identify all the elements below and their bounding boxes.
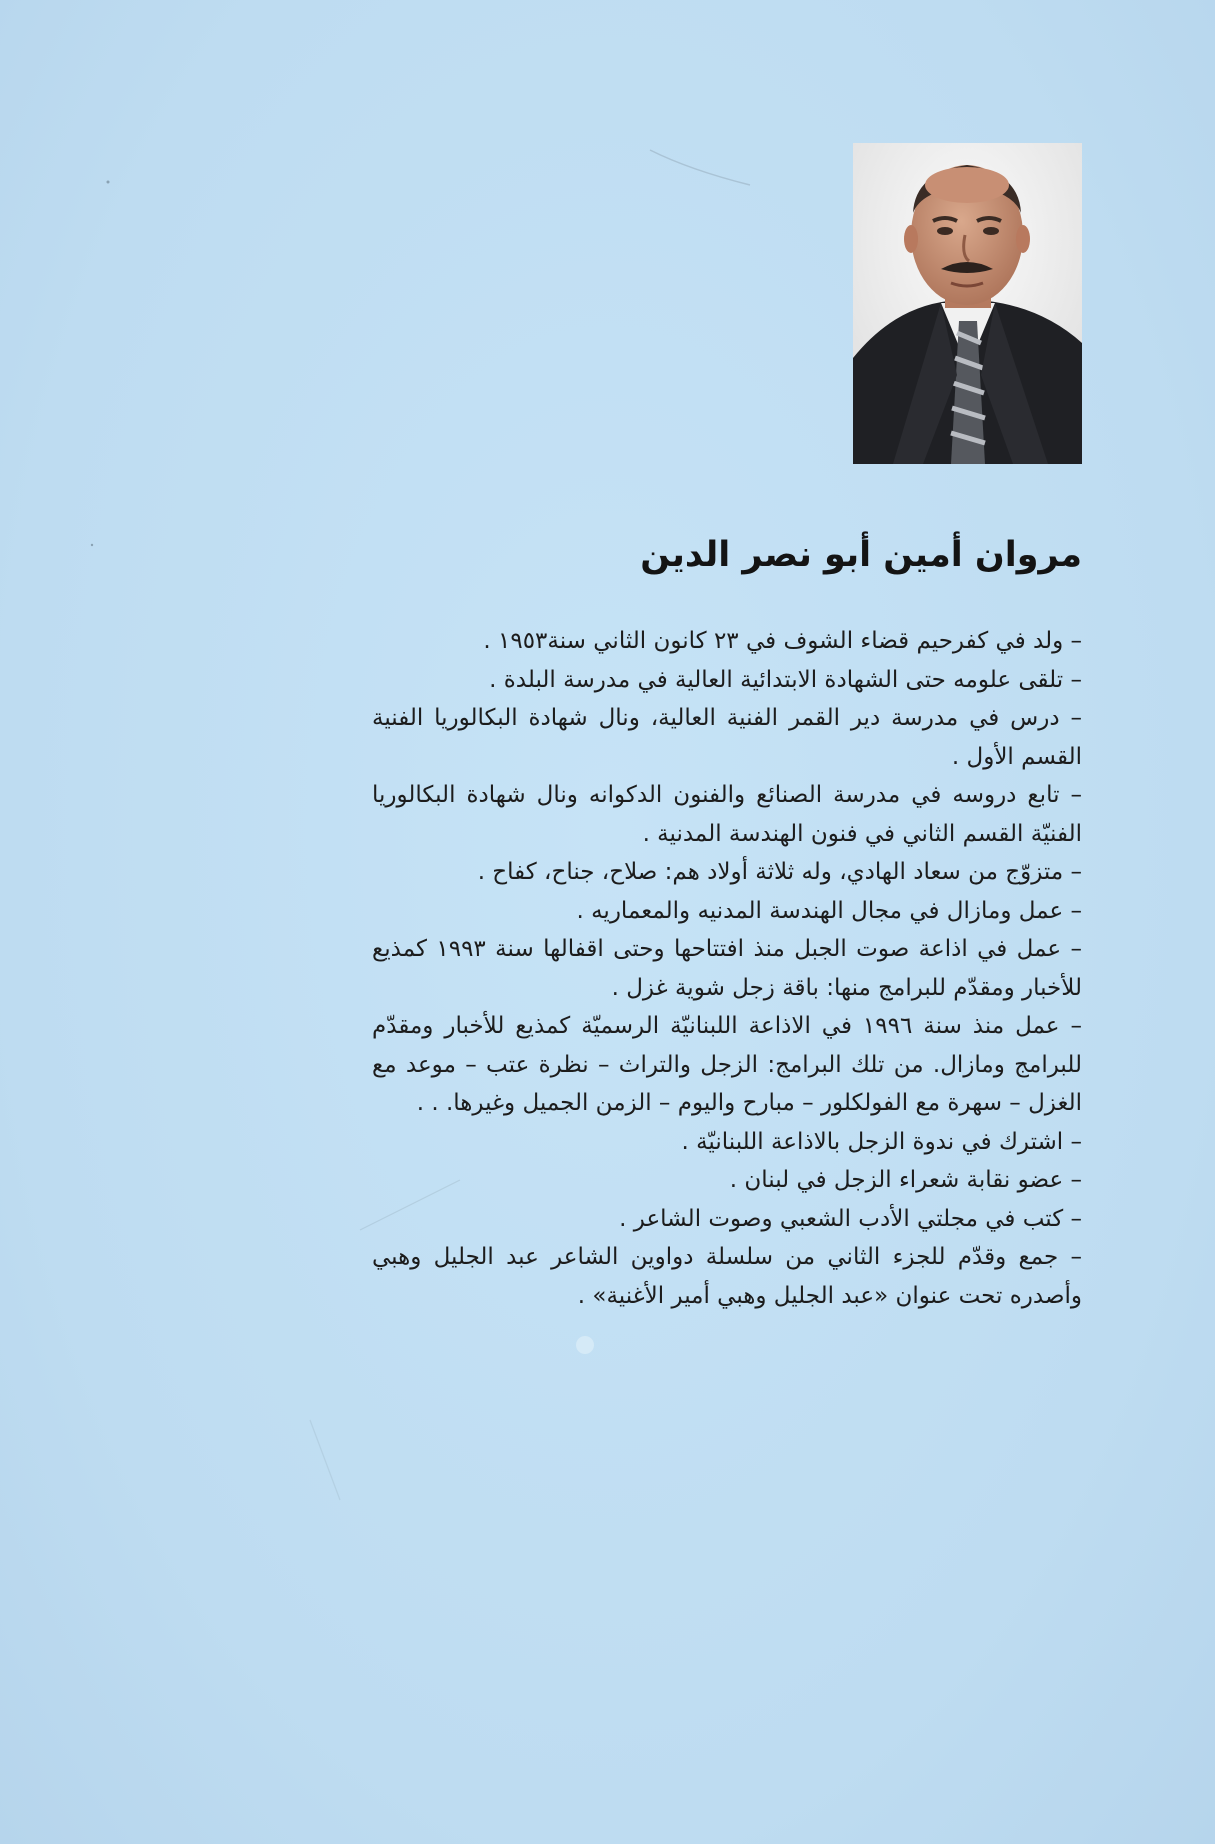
bio-item: – عضو نقابة شعراء الزجل في لبنان .: [729, 1167, 1082, 1193]
bio-item: – تابع دروسه في مدرسة الصنائع والفنون الدكوانه ونال شهادة البكالوريا الفنيّة القسم الثاني في فنون الهندسة المدنية .: [372, 782, 1082, 847]
author-photo: [853, 143, 1082, 464]
bio-item: – متزوّج من سعاد الهادي، وله ثلاثة أولاد هم: صلاح، جناح، كفاح .: [477, 859, 1082, 885]
bio-item: – ولد في كفرحيم قضاء الشوف في ٢٣ كانون الثاني سنة١٩٥٣ .: [483, 628, 1082, 654]
author-portrait-icon: [853, 143, 1082, 464]
bio-item: – عمل منذ سنة ١٩٩٦ في الاذاعة اللبنانيّة الرسميّة كمذيع للأخبار ومقدّم للبرامج ومازال. من تلك البرامج: الزجل والتراث – نظرة عتب – موعد مع الغزل – سهرة مع الفولكلور – مبارح واليوم – الزمن الجميل وغيرها. . .: [372, 1013, 1082, 1116]
bio-item: – عمل في اذاعة صوت الجبل منذ افتتاحها وحتى اقفالها سنة ١٩٩٣ كمذيع للأخبار ومقدّم للبرامج منها: باقة زجل شوية غزل .: [372, 936, 1082, 1001]
bio-item: – درس في مدرسة دير القمر الفنية العالية، ونال شهادة البكالوريا الفنية القسم الأول .: [372, 705, 1082, 770]
bio-item: – عمل ومازال في مجال الهندسة المدنيه والمعماريه .: [576, 897, 1082, 924]
bio-item: – جمع وقدّم للجزء الثاني من سلسلة دواوين الشاعر عبد الجليل وهبي وأصدره تحت عنوان «عبد الجليل وهبي أمير الأغنية» .: [372, 1244, 1082, 1309]
author-biography: [372, 622, 1082, 1315]
bio-item: – كتب في مجلتي الأدب الشعبي وصوت الشاعر .: [619, 1205, 1082, 1232]
bio-item: – اشترك في ندوة الزجل بالاذاعة اللبنانيّة .: [681, 1128, 1082, 1155]
bio-item: – تلقى علومه حتى الشهادة الابتدائية العالية في مدرسة البلدة .: [489, 666, 1082, 693]
author-name: مروان أمين أبو نصر الدين: [640, 535, 1082, 575]
